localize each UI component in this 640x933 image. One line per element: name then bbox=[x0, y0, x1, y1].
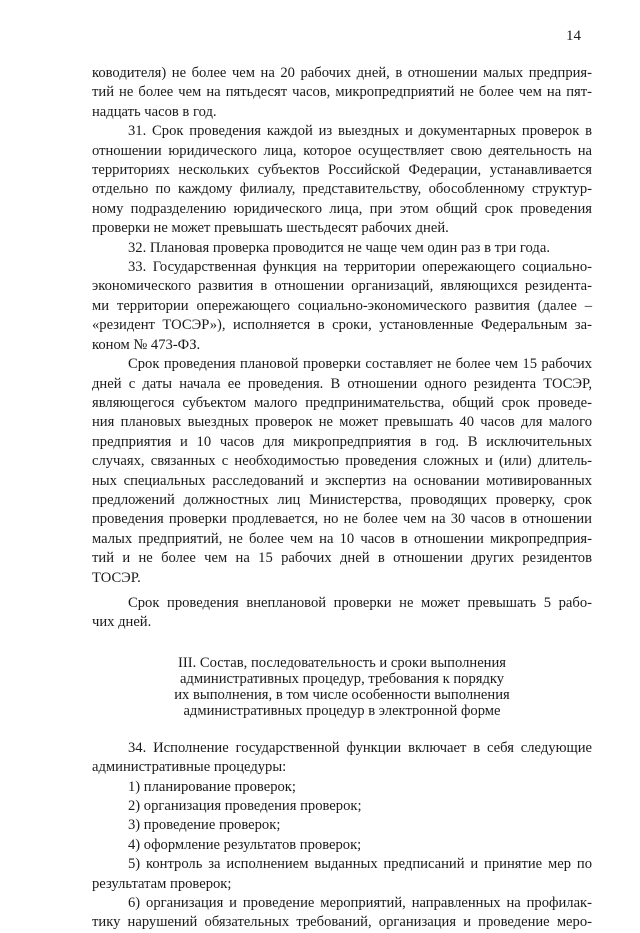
text-line: случаях, связанных с необходимостью проведения сложных и (или) длитель- bbox=[92, 453, 592, 470]
text-line: ния плановых выездных проверок не может превышать 40 часов для малого bbox=[92, 414, 592, 431]
text-line: предложений должностных лиц Министерства, проводящих проверку, срок bbox=[92, 491, 592, 508]
text-line: тий и не более чем на 15 рабочих дней в отношении других резидентов bbox=[92, 550, 592, 567]
text-line: 34. Исполнение государственной функции включает в себя следующие bbox=[128, 739, 592, 756]
text-line: тий не более чем на пятьдесят часов, микропредприятий не более чем на пят- bbox=[92, 84, 592, 101]
paragraph-34 bbox=[92, 739, 592, 778]
section-heading bbox=[92, 655, 592, 719]
text-line: ному подразделению юридического лица, при этом общий срок проведения bbox=[92, 200, 592, 217]
text-line: административные процедуры: bbox=[92, 759, 287, 776]
paragraph-33 bbox=[92, 258, 592, 355]
text-line: чих дней. bbox=[92, 614, 152, 631]
text-line: малых предприятий, не более чем на 10 часов в отношении микропредприя- bbox=[92, 530, 592, 547]
paragraph-planned-inspection bbox=[92, 355, 592, 588]
paragraph-32 bbox=[92, 239, 592, 258]
text-line: отношении юридического лица, которое осуществляет свою деятельность на bbox=[92, 142, 592, 159]
text-line: проведения проверки продлевается, но не более чем на 30 часов в отношении bbox=[92, 511, 592, 528]
paragraph-continuation bbox=[92, 64, 592, 122]
text-line: 31. Срок проведения каждой из выездных и документарных проверок в bbox=[128, 123, 592, 140]
text-line: проверки не может превышать шестьдесят рабочих дней. bbox=[92, 220, 449, 237]
text-line: 33. Государственная функция на территории опережающего социально- bbox=[128, 259, 592, 276]
list-item: 3) проведение проверок; bbox=[128, 817, 281, 834]
text-line: Срок проведения внеплановой проверки не может превышать 5 рабо- bbox=[128, 594, 592, 611]
page-number: 14 bbox=[566, 28, 581, 44]
procedure-list bbox=[92, 778, 592, 933]
document-body bbox=[92, 64, 592, 933]
text-line: дней с даты начала ее проведения. В отношении одного резидента ТОСЭР, bbox=[92, 375, 592, 392]
text-line: ных специальных расследований и экспертиз на основании мотивированных bbox=[92, 472, 592, 489]
list-item: 1) планирование проверок; bbox=[128, 778, 296, 795]
heading-line: III. Состав, последовательность и сроки выполнения bbox=[177, 654, 507, 671]
text-line: ководителя) не более чем на 20 рабочих дней, в отношении малых предприя- bbox=[92, 65, 592, 81]
text-line: территориях нескольких субъектов Российской Федерации, устанавливается bbox=[92, 162, 592, 179]
list-item: 4) оформление результатов проверок; bbox=[128, 836, 362, 853]
heading-line: административных процедур, требования к порядку bbox=[179, 670, 505, 687]
list-item: 6) организация и проведение мероприятий, направленных на профилак- bbox=[128, 895, 592, 912]
list-item: 5) контроль за исполнением выданных предписаний и принятие мер по bbox=[128, 856, 592, 873]
text-line: результатам проверок; bbox=[92, 875, 232, 892]
text-line: ми территории опережающего социально-экономического развития (далее – bbox=[92, 297, 592, 314]
text-line: 32. Плановая проверка проводится не чаще чем один раз в три года. bbox=[128, 239, 550, 256]
heading-line: административных процедур в электронной форме bbox=[183, 702, 501, 719]
text-line: Срок проведения плановой проверки составляет не более чем 15 рабочих bbox=[128, 356, 592, 373]
text-line: надцать часов в год. bbox=[92, 103, 217, 120]
text-line: экономического развития в отношении организаций, являющихся резидента- bbox=[92, 278, 592, 295]
paragraph-unplanned-inspection bbox=[92, 594, 592, 633]
text-line: «резидент ТОСЭР»), исполняется в сроки, установленные Федеральным за- bbox=[92, 317, 592, 334]
text-line: тику нарушений обязательных требований, организация и проведение меро- bbox=[92, 914, 592, 931]
heading-line: их выполнения, в том числе особенности выполнения bbox=[174, 686, 510, 703]
text-line: коном № 473-ФЗ. bbox=[92, 336, 201, 353]
list-item: 2) организация проведения проверок; bbox=[128, 798, 362, 814]
paragraph-31 bbox=[92, 122, 592, 238]
text-line: являющегося субъектом малого предпринимательства, общий срок проведе- bbox=[92, 394, 592, 411]
text-line: ТОСЭР. bbox=[92, 569, 141, 586]
text-line: предприятия и 10 часов для микропредприятия в год. В исключительных bbox=[92, 433, 592, 450]
text-line: отдельно по каждому филиалу, представительству, обособленному структур- bbox=[92, 181, 592, 198]
